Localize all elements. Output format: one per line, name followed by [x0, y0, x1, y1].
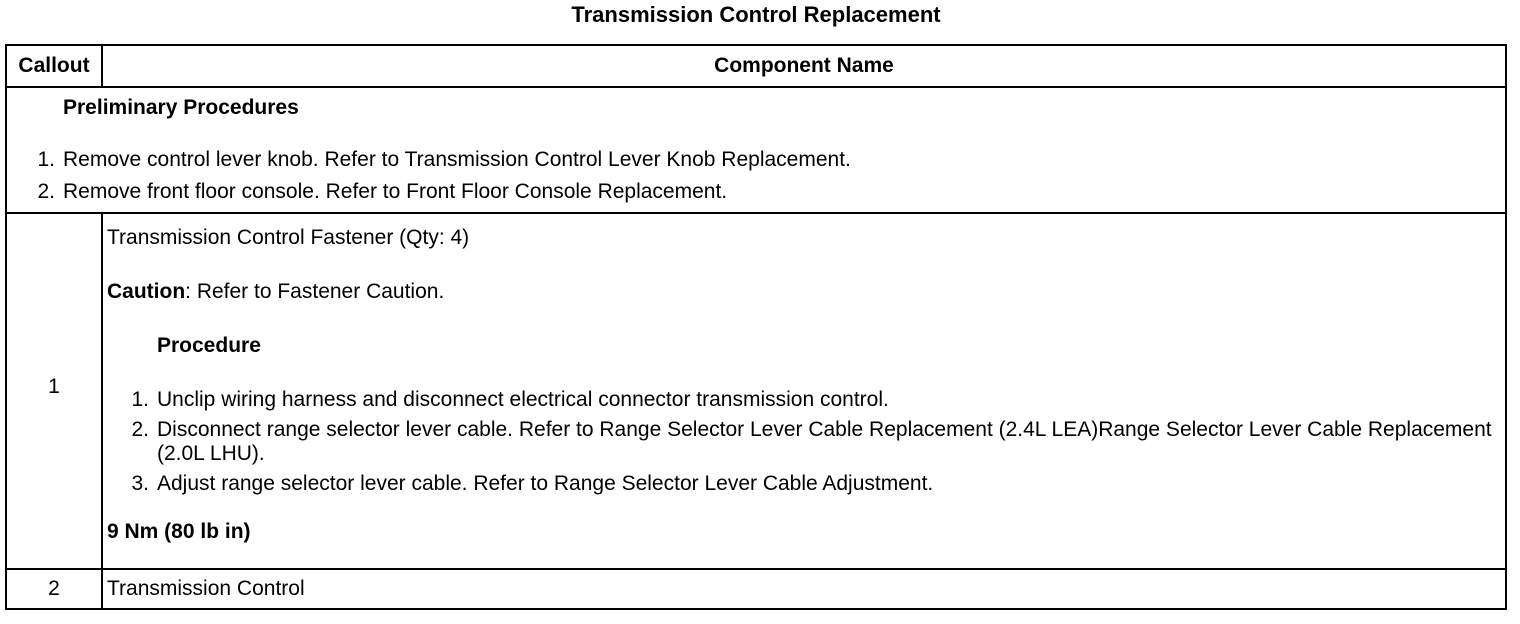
step-number: 1.: [37, 148, 55, 172]
page-title: Transmission Control Replacement: [571, 2, 941, 27]
list-item: [107, 388, 1505, 412]
table-header-row: [6, 45, 1506, 87]
step-text: Remove front floor console. Refer to Front Floor Console Replacement.: [63, 180, 728, 204]
step-number: 3.: [131, 472, 149, 496]
table-row: [6, 569, 1506, 609]
header-component-name: Component Name: [102, 45, 1506, 87]
list-item: [7, 180, 1505, 204]
step-number: 2.: [37, 180, 55, 204]
caution-note: [107, 280, 1505, 304]
callout-number: 1: [6, 213, 102, 569]
step-text: Disconnect range selector lever cable. Refer to Range Selector Lever Cable Replacement (2.4L LEA)Range Selector Lever Cable Replacement (2.0L LHU).: [157, 417, 1492, 466]
component-name: Transmission Control Fastener (Qty: 4): [107, 226, 470, 250]
step-text: Adjust range selector lever cable. Refer to Range Selector Lever Cable Adjustment.: [157, 472, 934, 496]
torque-spec: 9 Nm (80 lb in): [107, 520, 251, 544]
component-name: Transmission Control: [102, 569, 1506, 609]
step-text: Unclip wiring harness and disconnect electrical connector transmission control.: [157, 387, 889, 411]
step-number: 2.: [131, 417, 149, 441]
caution-text: : Refer to Fastener Caution.: [185, 279, 445, 303]
step-number: 1.: [131, 387, 149, 411]
table-row: [6, 213, 1506, 569]
step-text: Remove control lever knob. Refer to Transmission Control Lever Knob Replacement.: [63, 148, 851, 172]
callout-number: 2: [6, 569, 102, 609]
preliminary-procedures-cell: [6, 87, 1506, 213]
header-callout: Callout: [6, 45, 102, 87]
list-item: [107, 418, 1505, 466]
preliminary-procedures-row: [6, 87, 1506, 213]
preliminary-heading: Preliminary Procedures: [63, 96, 299, 119]
preliminary-steps-list: [7, 148, 1505, 204]
procedure-heading: Procedure: [157, 333, 261, 357]
list-item: [107, 472, 1505, 496]
component-cell: [102, 213, 1506, 569]
procedure-table: [5, 44, 1507, 610]
list-item: [7, 148, 1505, 172]
caution-label: Caution: [107, 279, 186, 303]
procedure-steps-list: [107, 388, 1505, 497]
